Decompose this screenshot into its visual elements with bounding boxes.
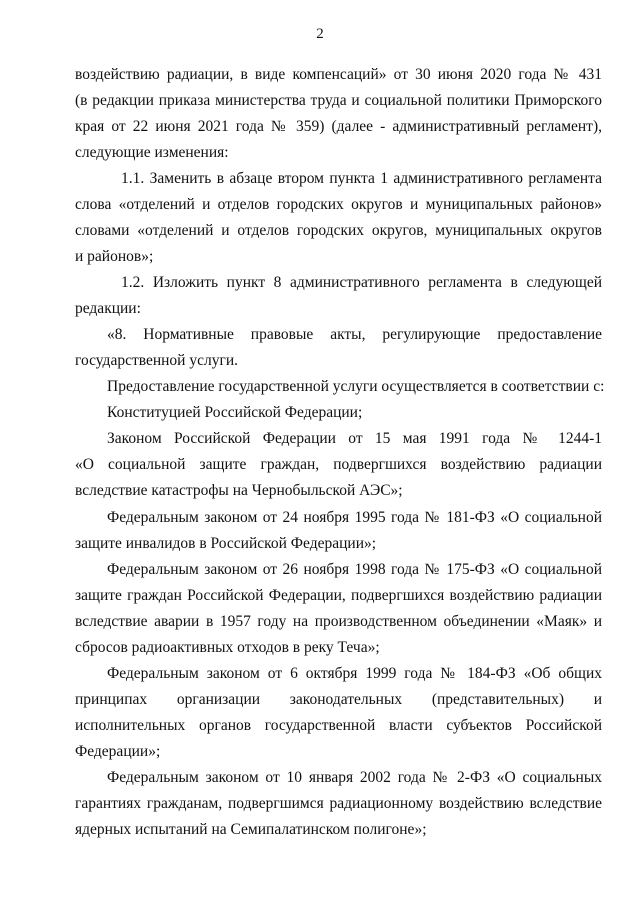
text-line: Законом Российской Федерации от 15 мая 1991 года № 1244-1 bbox=[107, 430, 602, 447]
text-line: государственной услуги. bbox=[75, 352, 238, 369]
text-line: исполнительных органов государственной власти субъектов Российской bbox=[75, 717, 602, 734]
text-line: края от 22 июня 2021 года № 359) (далее - административный регламент), bbox=[75, 118, 602, 135]
paragraph-law-181-fz bbox=[75, 505, 602, 557]
text-line: «О социальной защите граждан, подвергшихся воздействию радиации bbox=[75, 456, 602, 473]
text-line: следующие изменения: bbox=[75, 144, 229, 161]
paragraph-law-1244-1 bbox=[75, 426, 602, 504]
text-line: редакции: bbox=[75, 300, 141, 317]
text-line: ядерных испытаний на Семипалатинском полигоне»; bbox=[75, 821, 427, 838]
text-line: Федеральным законом от 6 октября 1999 года № 184-ФЗ «Об общих bbox=[107, 665, 602, 682]
text-line: словами «отделений и отделов городских округов, муниципальных округов bbox=[75, 222, 602, 239]
paragraph-constitution bbox=[75, 400, 602, 426]
text-line: Федеральным законом от 24 ноября 1995 года № 181-ФЗ «О социальной bbox=[107, 509, 602, 526]
text-line: защите граждан Российской Федерации, подвергшихся воздействию радиации bbox=[75, 587, 602, 604]
paragraph-item-8-heading bbox=[75, 322, 602, 374]
text-line: (в редакции приказа министерства труда и социальной политики Приморского bbox=[75, 92, 602, 109]
text-line: «8. Нормативные правовые акты, регулирующие предоставление bbox=[107, 326, 602, 343]
text-line: Федеральным законом от 26 ноября 1998 года № 175-ФЗ «О социальной bbox=[107, 561, 602, 578]
text-line: слова «отделений и отделов городских округов и муниципальных районов» bbox=[75, 196, 602, 213]
text-line: воздействию радиации, в виде компенсаций» от 30 июня 2020 года № 431 bbox=[75, 66, 602, 83]
text-line: гарантиях гражданам, подвергшимся радиационному воздействию вследствие bbox=[75, 795, 602, 812]
text-line: сбросов радиоактивных отходов в реку Теча»; bbox=[75, 639, 380, 656]
page-number: 2 bbox=[316, 26, 324, 42]
paragraph-law-2-fz bbox=[75, 765, 602, 843]
text-line: вследствие катастрофы на Чернобыльской АЭС»; bbox=[75, 482, 403, 499]
text-line: Федеральным законом от 10 января 2002 года № 2-ФЗ «О социальных bbox=[107, 769, 602, 786]
text-line: вследствие аварии в 1957 году на производственном объединении «Маяк» и bbox=[75, 613, 602, 630]
text-line: принципах организации законодательных (представительных) и bbox=[75, 691, 602, 708]
paragraph-law-175-fz bbox=[75, 557, 602, 661]
text-line: Конституцией Российской Федерации; bbox=[107, 404, 363, 421]
text-line: Федерации»; bbox=[75, 743, 161, 760]
text-line: защите инвалидов в Российской Федерации»; bbox=[75, 535, 377, 552]
paragraph-amendment-intro bbox=[75, 62, 602, 166]
text-line: 1.1. Заменить в абзаце втором пункта 1 административного регламента bbox=[121, 170, 602, 187]
text-line: 1.2. Изложить пункт 8 административного регламента в следующей bbox=[121, 274, 602, 291]
text-line: Предоставление государственной услуги осуществляется в соответствии с: bbox=[107, 378, 605, 395]
paragraph-item-1-1 bbox=[75, 166, 602, 270]
text-line: и районов»; bbox=[75, 248, 154, 265]
paragraph-law-184-fz bbox=[75, 661, 602, 765]
paragraph-provision-basis bbox=[75, 374, 605, 400]
paragraph-item-1-2 bbox=[75, 270, 602, 322]
